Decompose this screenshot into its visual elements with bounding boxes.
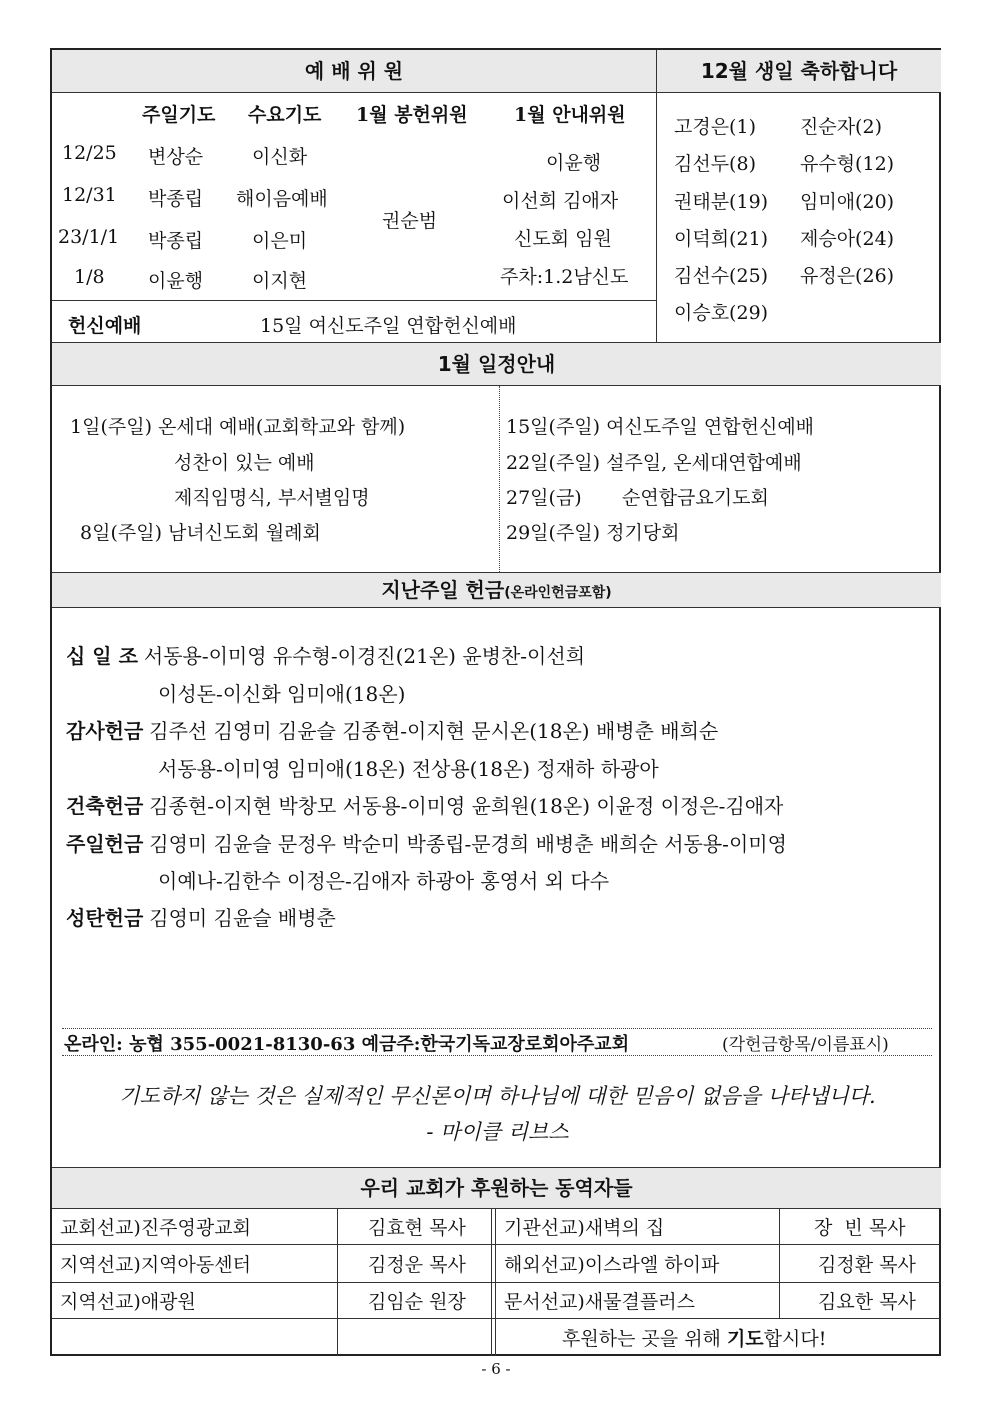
row-sunday: 변상순 <box>148 146 204 168</box>
support-person: 김임순 원장 <box>368 1291 466 1313</box>
schedule-item: 15일(주일) 여신도주일 연합헌신예배 <box>506 416 815 438</box>
page-number: - 6 - <box>481 1360 511 1378</box>
col-guide-committee: 1월 안내위원 <box>514 104 626 126</box>
schedule-item: 29일(주일) 정기당회 <box>506 522 680 544</box>
birthday-name: 김선수(25) <box>674 265 769 287</box>
row-sunday: 박종립 <box>148 230 204 252</box>
birthday-name: 진순자(2) <box>800 116 882 138</box>
row-date: 1/8 <box>74 266 105 288</box>
row-wednesday: 해이음예배 <box>236 188 328 210</box>
birthday-name: 고경은(1) <box>674 116 756 138</box>
schedule-item: 27일(금) <box>506 487 582 509</box>
support-person: 김정환 목사 <box>818 1254 916 1276</box>
birthday-header: 12월 생일 축하합니다 <box>657 50 941 92</box>
row-date: 23/1/1 <box>58 226 120 248</box>
support-org: 문서선교)새물결플러스 <box>504 1291 695 1313</box>
support-person: 장 빈 목사 <box>814 1217 906 1239</box>
guide-line: 신도회 임원 <box>514 228 612 250</box>
quote-text: 기도하지 않는 것은 실제적인 무신론이며 하나님에 대한 믿음이 없음을 나타냅니다. <box>119 1084 876 1108</box>
birthday-name: 유수형(12) <box>800 153 895 175</box>
row-date: 12/25 <box>62 142 117 164</box>
guide-line: 주차:1.2남신도 <box>500 266 629 288</box>
birthday-name: 권태분(19) <box>674 191 769 213</box>
birthday-name: 유정은(26) <box>800 265 895 287</box>
worship-committee-header: 예 배 위 원 <box>52 50 656 92</box>
thanks-row: 감사헌금 김주선 김영미 김윤슬 김종현-이지현 문시온(18온) 배병춘 배희순 <box>66 715 718 744</box>
row-wednesday: 이은미 <box>252 230 308 252</box>
support-org: 지역선교)지역아동센터 <box>60 1254 251 1276</box>
schedule-item: 성찬이 있는 예배 <box>174 452 315 474</box>
tithe-row-cont: 이성돈-이신화 임미애(18온) <box>158 682 406 706</box>
birthday-name: 이승호(29) <box>674 302 769 324</box>
online-account: 온라인: 농협 355-0021-8130-63 예금주:한국기독교장로회아주교회 <box>64 1034 630 1055</box>
schedule-item: 순연합금요기도회 <box>622 487 769 509</box>
row-date: 12/31 <box>62 184 117 206</box>
schedule-item: 22일(주일) 설주일, 온세대연합예배 <box>506 452 802 474</box>
row-sunday: 이윤행 <box>148 270 204 292</box>
tithe-label: 십 일 조 <box>66 644 138 668</box>
support-person: 김요한 목사 <box>818 1291 916 1313</box>
sunday-offering-row-cont: 이예나-김한수 이정은-김애자 하광아 홍영서 외 다수 <box>158 869 610 893</box>
building-label: 건축헌금 <box>66 794 144 818</box>
christmas-label: 성탄헌금 <box>66 906 144 930</box>
dedication-text: 15일 여신도주일 연합헌신예배 <box>260 315 517 337</box>
schedule-item: 1일(주일) 온세대 예배(교회학교와 함께) <box>70 416 406 438</box>
dedication-label: 헌신예배 <box>68 315 142 337</box>
schedule-header: 1월 일정안내 <box>52 343 941 385</box>
support-org: 교회선교)진주영광교회 <box>60 1217 251 1239</box>
schedule-item: 8일(주일) 남녀신도회 월례회 <box>80 522 321 544</box>
birthday-name: 이덕희(21) <box>674 228 769 250</box>
support-org: 기관선교)새벽의 집 <box>504 1217 665 1239</box>
birthday-name: 임미애(20) <box>800 191 895 213</box>
sunday-offering-label: 주일헌금 <box>66 832 144 856</box>
offering-committee-name: 권순범 <box>382 210 438 232</box>
row-sunday: 박종립 <box>148 188 204 210</box>
online-note: (각헌금항목/이름표시) <box>722 1035 889 1055</box>
thanks-row-cont: 서동용-이미영 임미애(18온) 전상용(18온) 정재하 하광아 <box>158 757 659 781</box>
christmas-row: 성탄헌금 김영미 김윤슬 배병춘 <box>66 902 336 931</box>
birthday-name: 김선두(8) <box>674 153 756 175</box>
building-row: 건축헌금 김종현-이지현 박창모 서동용-이미영 윤희원(18온) 이윤정 이정은-김애자 <box>66 790 783 819</box>
thanks-label: 감사헌금 <box>66 719 144 743</box>
support-org: 해외선교)이스라엘 하이파 <box>504 1254 720 1276</box>
col-offering-committee: 1월 봉헌위원 <box>356 104 468 126</box>
quote-author: - 마이클 리브스 <box>426 1120 569 1144</box>
row-wednesday: 이지현 <box>252 270 308 292</box>
support-person: 김정운 목사 <box>368 1254 466 1276</box>
support-person: 김효현 목사 <box>368 1217 466 1239</box>
row-wednesday: 이신화 <box>252 146 308 168</box>
support-closing: 후원하는 곳을 위해 기도합시다! <box>562 1328 827 1350</box>
tithe-row: 십 일 조 서동용-이미영 유수형-이경진(21온) 윤병찬-이선희 <box>66 640 585 669</box>
birthday-name: 제승아(24) <box>800 228 895 250</box>
sunday-offering-row: 주일헌금 김영미 김윤슬 문정우 박순미 박종립-문경희 배병춘 배희순 서동용-이미영 <box>66 828 787 857</box>
schedule-item: 제직임명식, 부서별임명 <box>174 487 370 509</box>
offering-header: 지난주일 헌금(온라인헌금포함) <box>52 573 941 607</box>
support-header: 우리 교회가 후원하는 동역자들 <box>52 1168 941 1208</box>
col-wednesday-prayer: 수요기도 <box>248 104 322 126</box>
bulletin-page <box>50 48 941 1356</box>
offering-header-note: (온라인헌금포함) <box>504 585 612 601</box>
col-sunday-prayer: 주일기도 <box>142 104 216 126</box>
guide-line: 이선희 김애자 <box>502 190 619 212</box>
support-org: 지역선교)애광원 <box>60 1291 196 1313</box>
guide-line: 이윤행 <box>546 152 602 174</box>
